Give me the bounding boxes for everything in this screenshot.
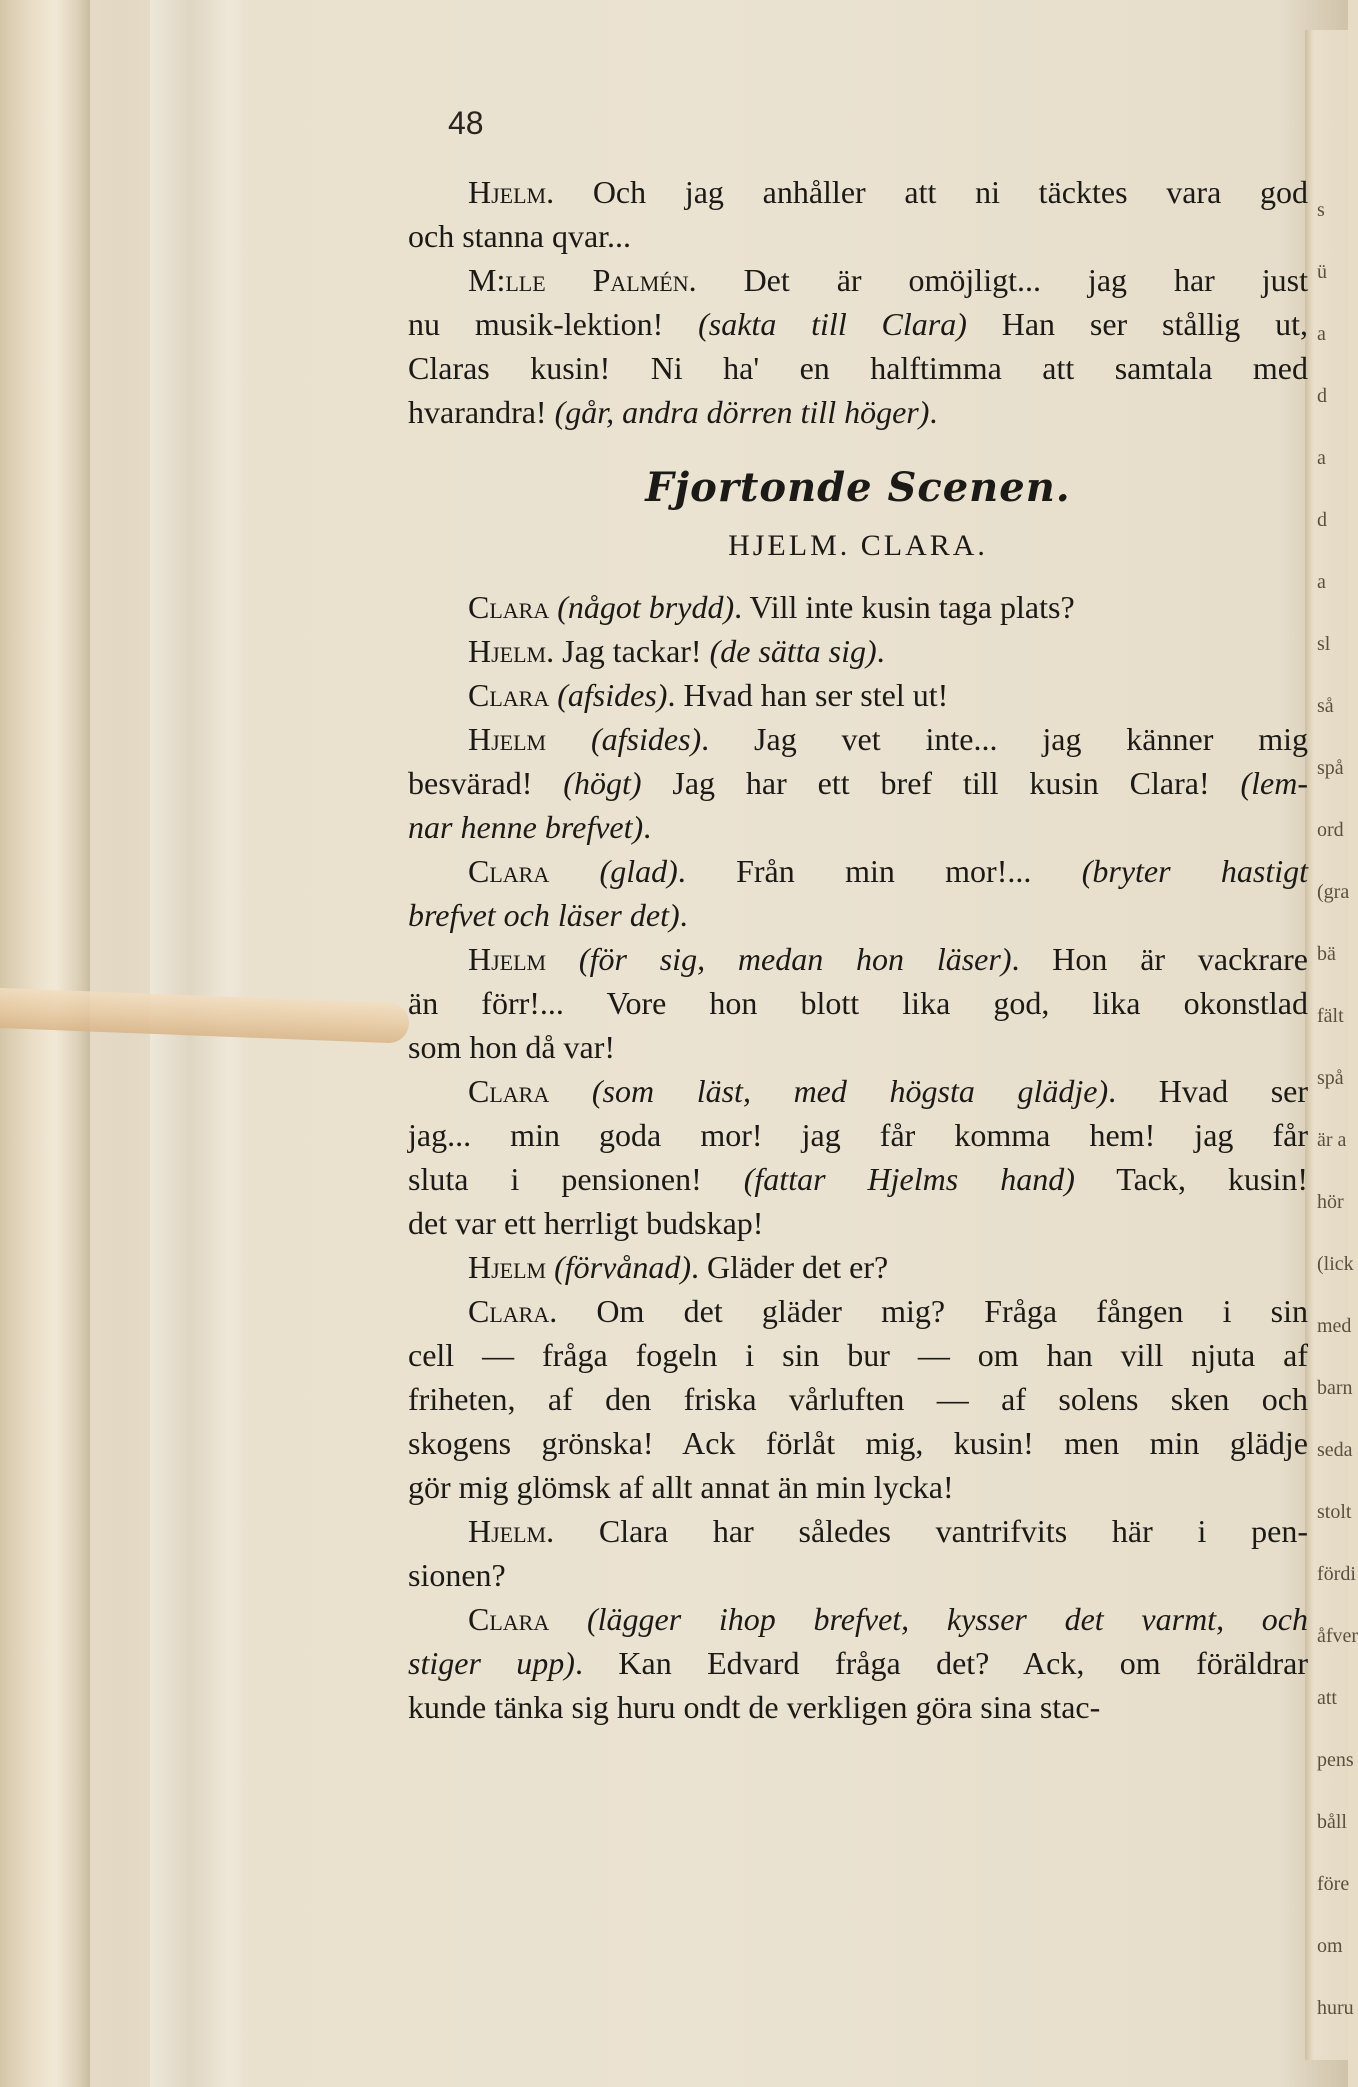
stage-direction: brefvet och läser det) — [408, 897, 680, 933]
page-number: 48 — [448, 105, 484, 141]
stage-direction: (lägger ihop brefvet, kysser det varmt, och — [549, 1601, 1308, 1637]
speech-text: . — [679, 897, 688, 933]
speech-text: . — [929, 394, 938, 430]
adjacent-page-fragment: så — [1317, 695, 1334, 717]
adjacent-page-fragment: a — [1317, 323, 1326, 345]
speech-text: cell — fråga fogeln i sin bur — om han vill njuta af — [408, 1337, 1308, 1373]
adjacent-page-fragment: (lick — [1317, 1253, 1354, 1275]
adjacent-page-fragment: före — [1317, 1873, 1350, 1895]
stage-direction: (afsides) — [546, 721, 702, 757]
text-line — [408, 1201, 1308, 1245]
speaker-name: Hjelm. — [468, 1513, 555, 1549]
stage-direction: (förvånad) — [546, 1249, 691, 1285]
speaker-name: Hjelm — [468, 1249, 547, 1285]
adjacent-page-fragment: båll — [1317, 1811, 1347, 1833]
text-line — [408, 1421, 1308, 1465]
speech-text: . Kan Edvard fråga det? Ack, om föräldrar — [574, 1645, 1309, 1681]
speaker-name: Hjelm. — [468, 633, 555, 669]
speech-text: friheten, af den friska vårluften — af solens sken och — [408, 1381, 1308, 1417]
speech-text: hvarandra! — [408, 394, 555, 430]
speech — [408, 673, 1308, 717]
stage-direction: stiger upp) — [408, 1645, 575, 1681]
text-line — [408, 346, 1308, 390]
adjacent-page-fragment: fält — [1317, 1005, 1344, 1027]
speech-text: och stanna qvar... — [408, 218, 632, 254]
text-line — [408, 258, 1308, 302]
speech — [408, 717, 1308, 849]
text-line — [408, 1245, 1308, 1289]
adjacent-page-fragment: d — [1317, 385, 1327, 407]
speech-text: . — [876, 633, 885, 669]
speaker-name: M:lle Palmén. — [468, 262, 697, 298]
text-line — [408, 1289, 1308, 1333]
text-line — [408, 585, 1308, 629]
stage-direction: (bryter hastigt — [1081, 853, 1309, 889]
speech-text: Jag tackar! — [554, 633, 710, 669]
speech-text: skogens grönska! Ack förlåt mig, kusin! men min glädje — [408, 1425, 1308, 1461]
text-line — [408, 1377, 1308, 1421]
page-fold-shadow — [150, 0, 250, 2087]
speech-text: . — [643, 809, 652, 845]
text-line — [408, 1069, 1308, 1113]
text-line — [408, 1333, 1308, 1377]
adjacent-page-fragment: fördi — [1317, 1563, 1356, 1585]
text-line — [408, 937, 1308, 981]
adjacent-page-fragment: ord — [1317, 819, 1344, 841]
text-line — [408, 893, 1308, 937]
text-line — [408, 981, 1308, 1025]
speech-text: sionen? — [408, 1557, 506, 1593]
stage-direction: (lem- — [1240, 765, 1309, 801]
speech-text: nu musik-lektion! — [408, 306, 699, 342]
stage-direction: (fattar Hjelms hand) — [743, 1161, 1075, 1197]
scene-dialogue — [408, 585, 1308, 1729]
text-line — [408, 1025, 1308, 1069]
adjacent-page-fragment: a — [1317, 571, 1326, 593]
speaker-name: Clara — [468, 1073, 550, 1109]
stage-direction: (de sätta sig) — [709, 633, 877, 669]
speech — [408, 849, 1308, 937]
stage-direction: (högt) — [563, 765, 642, 801]
adjacent-page-fragment: om — [1317, 1935, 1343, 1957]
page-text — [408, 170, 1308, 1729]
stage-direction: (afsides) — [549, 677, 668, 713]
speaker-name: Clara. — [468, 1293, 558, 1329]
speaker-name: Hjelm. — [468, 174, 555, 210]
speech-text: kunde tänka sig huru ondt de verkligen göra sina stac- — [408, 1689, 1101, 1725]
speech-text: . Från min mor!... — [677, 853, 1082, 889]
text-line — [408, 1157, 1308, 1201]
speech — [408, 585, 1308, 629]
speech-text: Claras kusin! Ni ha' en halftimma att samtala med — [408, 350, 1308, 386]
speaker-name: Clara — [468, 589, 550, 625]
text-line — [408, 1597, 1308, 1641]
adjacent-page-fragment: barn — [1317, 1377, 1353, 1399]
stage-direction: (som läst, med högsta glädje) — [549, 1073, 1109, 1109]
text-line — [408, 302, 1308, 346]
speech — [408, 1069, 1308, 1245]
speech — [408, 1289, 1308, 1509]
scene-characters: HJELM. CLARA. — [728, 529, 988, 562]
adjacent-page-fragment: bä — [1317, 943, 1336, 965]
speech-text: gör mig glömsk af allt annat än min lycka! — [408, 1469, 954, 1505]
speech-text: som hon då var! — [408, 1029, 616, 1065]
speech-text: Tack, kusin! — [1074, 1161, 1309, 1197]
text-line — [408, 805, 1308, 849]
speech-text: . Hon är vackrare — [1011, 941, 1309, 977]
adjacent-page-fragment: hör — [1317, 1191, 1344, 1213]
text-line — [408, 849, 1308, 893]
speaker-name: Clara — [468, 677, 550, 713]
text-line — [408, 717, 1308, 761]
speech — [408, 1245, 1308, 1289]
text-line — [408, 1113, 1308, 1157]
speech-text: sluta i pensionen! — [408, 1161, 744, 1197]
speech-text: . Vill inte kusin taga plats? — [734, 589, 1075, 625]
speech-text: Han ser stållig ut, — [966, 306, 1309, 342]
stage-direction: (glad) — [549, 853, 678, 889]
adjacent-page-fragment: spå — [1317, 757, 1344, 779]
text-line — [408, 629, 1308, 673]
text-line — [408, 673, 1308, 717]
speech-text: . Hvad ser — [1108, 1073, 1309, 1109]
text-line — [408, 390, 1308, 434]
speech — [408, 1509, 1308, 1597]
text-line — [408, 1509, 1308, 1553]
text-line — [408, 1553, 1308, 1597]
speaker-name: Hjelm — [468, 721, 547, 757]
adjacent-page-fragment: seda — [1317, 1439, 1353, 1461]
adjacent-page-edge — [1305, 30, 1358, 2060]
stage-direction: (sakta till Clara) — [698, 306, 967, 342]
text-line — [408, 1641, 1308, 1685]
speech-text: jag... min goda mor! jag får komma hem! jag får — [408, 1117, 1308, 1153]
speech — [408, 258, 1308, 434]
speaker-name: Clara — [468, 1601, 550, 1637]
adjacent-page-fragment: är a — [1317, 1129, 1347, 1151]
adjacent-page-fragment: med — [1317, 1315, 1352, 1337]
adjacent-page-fragment: s — [1317, 199, 1325, 221]
speech-text: Om det gläder mig? Fråga fången i sin — [557, 1293, 1308, 1329]
dialogue-before-scene — [408, 170, 1308, 434]
adjacent-page-fragment: att — [1317, 1687, 1337, 1709]
speech — [408, 629, 1308, 673]
speech — [408, 170, 1308, 258]
stage-direction: (något brydd) — [549, 589, 735, 625]
adjacent-page-fragment: stolt — [1317, 1501, 1352, 1523]
text-line — [408, 1685, 1308, 1729]
book-spine-edge — [0, 0, 90, 2087]
scene-heading: Fjortonde Scenen. — [645, 464, 1071, 511]
speaker-name: Hjelm — [468, 941, 547, 977]
adjacent-page-fragment: huru — [1317, 1997, 1354, 2019]
text-line — [408, 170, 1308, 214]
speech-text: än förr!... Vore hon blott lika god, lika okonstlad — [408, 985, 1308, 1021]
adjacent-page-fragment: a — [1317, 447, 1326, 469]
speech-text: Jag har ett bref till kusin Clara! — [641, 765, 1241, 801]
adjacent-page-fragment: ü — [1317, 261, 1327, 283]
speech-text: Clara har således vantrifvits här i pen- — [554, 1513, 1308, 1549]
speech-text: . Jag vet inte... jag känner mig — [701, 721, 1308, 757]
stage-direction: (för sig, medan hon läser) — [546, 941, 1012, 977]
speech — [408, 1597, 1308, 1729]
speech — [408, 937, 1308, 1069]
stage-direction: (går, andra dörren till höger) — [554, 394, 930, 430]
speech-text: Det är omöjligt... jag har just — [696, 262, 1309, 298]
adjacent-page-fragment: d — [1317, 509, 1327, 531]
text-line — [408, 761, 1308, 805]
adjacent-page-fragment: sl — [1317, 633, 1331, 655]
speech-text: Och jag anhåller att ni täcktes vara god — [554, 174, 1308, 210]
adjacent-page-fragment: (gra — [1317, 881, 1350, 903]
speech-text: . Hvad han ser stel ut! — [667, 677, 949, 713]
text-line — [408, 1465, 1308, 1509]
speaker-name: Clara — [468, 853, 550, 889]
text-line — [408, 214, 1308, 258]
adjacent-page-fragment: pens — [1317, 1749, 1354, 1771]
speech-text: det var ett herrligt budskap! — [408, 1205, 764, 1241]
stage-direction: nar henne brefvet) — [408, 809, 644, 845]
speech-text: . Gläder det er? — [690, 1249, 889, 1285]
adjacent-page-fragment: spå — [1317, 1067, 1344, 1089]
speech-text: besvärad! — [408, 765, 564, 801]
adjacent-page-fragment: åfver — [1317, 1625, 1358, 1647]
